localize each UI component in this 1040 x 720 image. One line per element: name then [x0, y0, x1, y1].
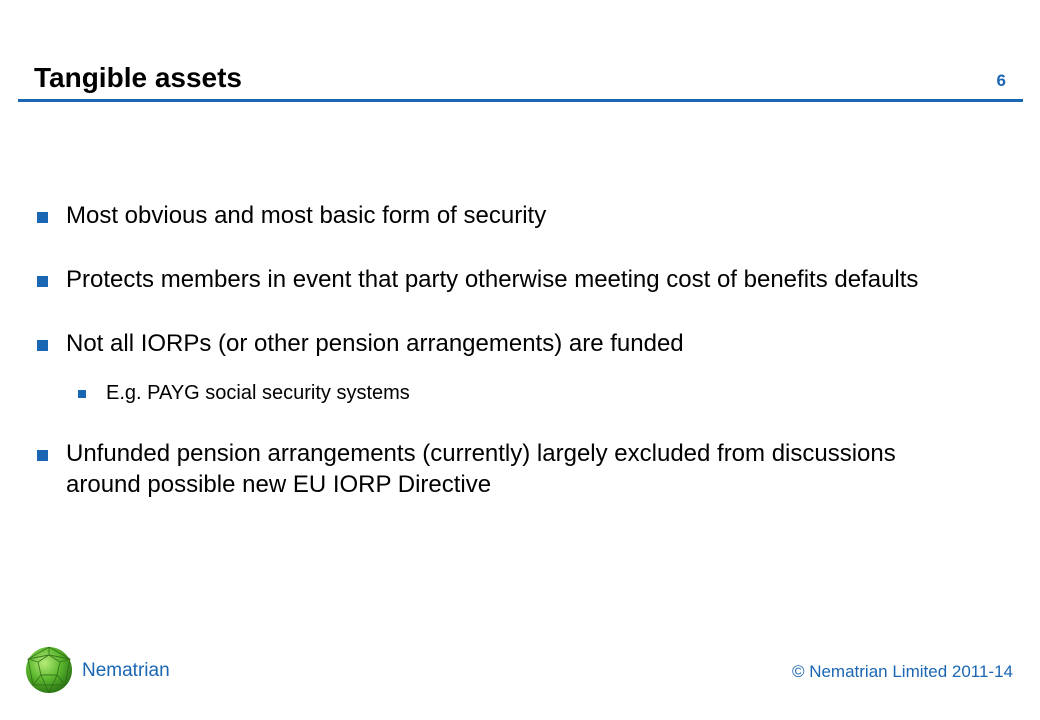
bullet-item — [0, 438, 966, 500]
copyright-notice: © Nematrian Limited 2011-14 — [791, 662, 1013, 681]
bullet-item — [0, 200, 966, 231]
slide-number: 6 — [996, 71, 1006, 90]
geodesic-sphere-logo-icon — [24, 645, 74, 695]
bullet-item — [0, 264, 966, 295]
square-bullet-icon — [37, 212, 48, 223]
brand-name: Nematrian — [82, 660, 170, 681]
bullet-list — [0, 200, 1040, 533]
bullet-item — [0, 328, 966, 359]
square-sub-bullet-icon — [78, 390, 86, 398]
bullet-text: Most obvious and most basic form of security — [66, 202, 547, 229]
square-bullet-icon — [37, 340, 48, 351]
sub-bullet-item — [0, 380, 966, 406]
square-bullet-icon — [37, 450, 48, 461]
slide-title: Tangible assets — [34, 62, 243, 93]
bullet-text: Protects members in event that party otherwise meeting cost of benefits defaults — [66, 266, 919, 293]
sub-bullet-text: E.g. PAYG social security systems — [106, 382, 410, 404]
bullet-text: Not all IORPs (or other pension arrangements) are funded — [66, 330, 684, 357]
bullet-text: Unfunded pension arrangements (currently) largely excluded from discussions around possible new EU IORP Directive — [66, 440, 896, 498]
square-bullet-icon — [37, 276, 48, 287]
title-divider — [18, 99, 1023, 102]
